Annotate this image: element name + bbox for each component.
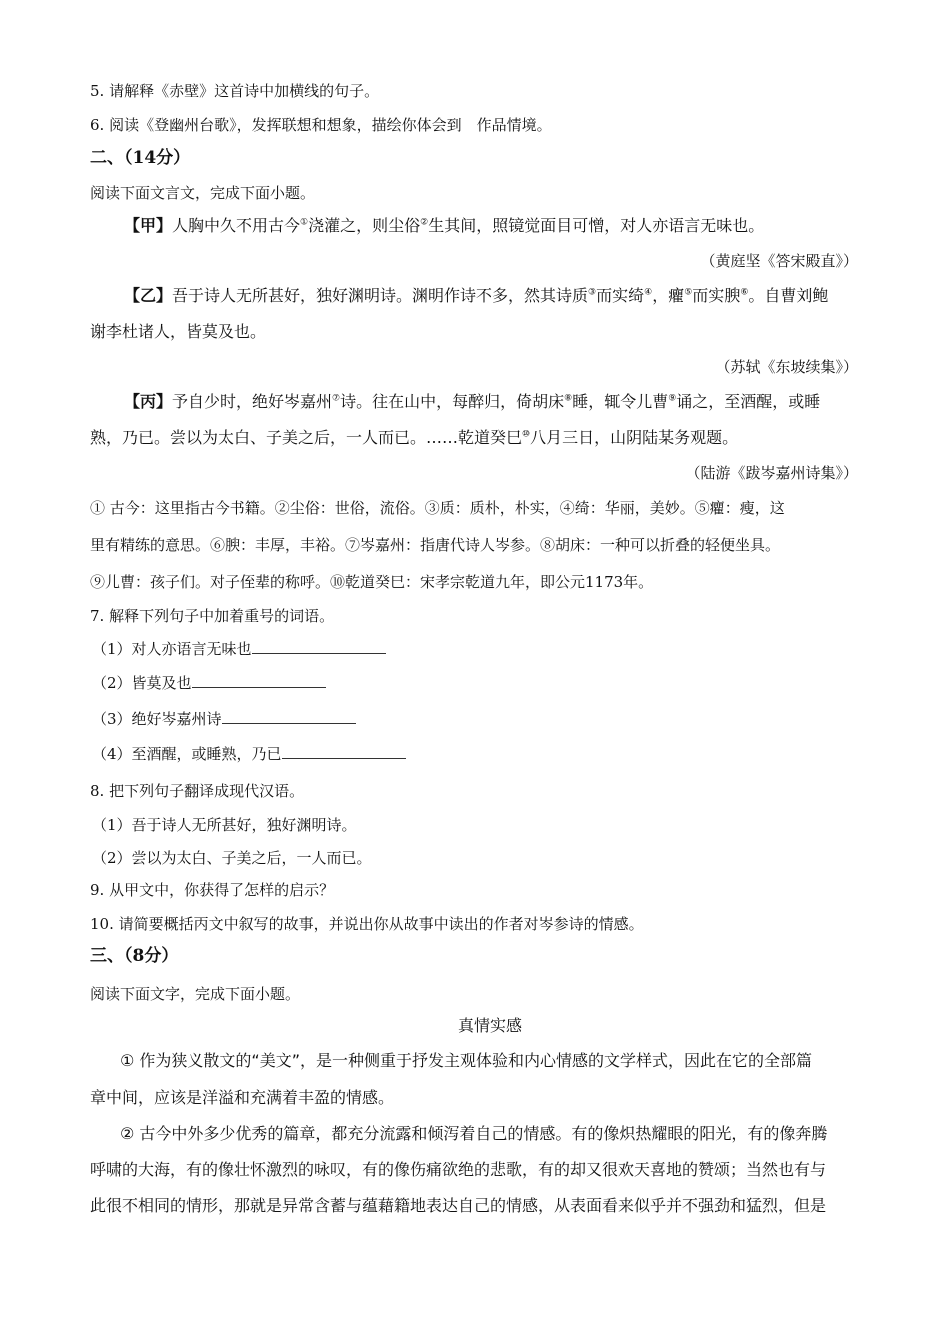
question-7-item [92, 639, 386, 659]
passage-yi-line-2: 谢李杜诸人，皆莫及也。 [90, 322, 267, 341]
passage-bing-line-1 [124, 392, 820, 412]
answer-blank[interactable] [192, 673, 326, 688]
footnote-marker: ⑩ [522, 429, 531, 440]
passage-jia-source: （黄庭坚《答宋殿直》） [700, 252, 858, 270]
passage-text: 人胸中久不用古今 [172, 216, 301, 235]
essay-paragraph-line: ② 古今中外多少优秀的篇章，都充分流露和倾泻着自己的情感。有的像炽热耀眼的阳光，有的像奔腾 [120, 1124, 828, 1143]
footnote-marker: ⑨ [668, 393, 677, 404]
question-8-item: （1）吾于诗人无所甚好，独好渊明诗。 [92, 816, 357, 834]
item-text: （1）对人亦语言无味也 [92, 640, 252, 658]
footnote-marker: ③ [588, 287, 597, 298]
question-10: 10. 请简要概括丙文中叙写的故事，并说出你从故事中读出的作者对岑参诗的情感。 [90, 915, 644, 933]
footnote-marker: ⑥ [740, 287, 749, 298]
passage-tag: 【甲】 [124, 216, 173, 235]
passage-text: 生其间，照镜觉面目可憎，对人亦语言无味也。 [428, 216, 765, 235]
passage-text: 吾于诗人无所甚好，独好渊明诗。渊明作诗不多，然其诗质 [172, 286, 589, 305]
passage-text: 睡，辄令儿曹 [572, 392, 669, 411]
footnote-marker: ② [420, 217, 429, 228]
passage-text: 诵之，至酒醒，或睡 [676, 392, 821, 411]
passage-text: 八月三日，山阴陆某务观题。 [530, 428, 739, 447]
passage-text: 。自曹刘鲍 [748, 286, 829, 305]
item-text: （4）至酒醒，或睡熟，乃已 [92, 745, 282, 763]
essay-paragraph-line: 呼啸的大海，有的像壮怀激烈的咏叹，有的像伤痛欲绝的悲歌，有的却又很欢天喜地的赞颂；当然也有与 [90, 1160, 827, 1179]
passage-yi-source: （苏轼《东坡续集》） [715, 358, 858, 376]
section-3-title: 三、（8分） [90, 946, 179, 966]
answer-blank[interactable] [222, 709, 356, 724]
question-8-stem: 8. 把下列句子翻译成现代汉语。 [90, 782, 305, 800]
passage-yi-line-1 [124, 286, 828, 306]
item-text: （3）绝好岑嘉州诗 [92, 710, 222, 728]
question-7-item [92, 709, 356, 729]
question-7-item [92, 744, 406, 764]
question-7-stem: 7. 解释下列句子中加着重号的词语。 [90, 607, 335, 625]
question-6: 6. 阅读《登幽州台歌》，发挥联想和想象，描绘你体会到 作品情境。 [90, 116, 552, 134]
essay-paragraph-line: ① 作为狭义散文的“美文”，是一种侧重于抒发主观体验和内心情感的文学样式，因此在它的全部篇 [120, 1051, 813, 1070]
question-5: 5. 请解释《赤壁》这首诗中加横线的句子。 [90, 82, 380, 100]
question-7-item [92, 673, 326, 693]
footnote-line: ① 古今：这里指古今书籍。②尘俗：世俗，流俗。③质：质朴，朴实，④绮：华丽，美妙。⑤癯：瘦，这 [90, 499, 785, 517]
answer-blank[interactable] [252, 639, 386, 654]
footnote-line: 里有精练的意思。⑥腴：丰厚，丰裕。⑦岑嘉州：指唐代诗人岑参。⑧胡床：一种可以折叠的轻便坐具。 [90, 536, 781, 554]
question-9: 9. 从甲文中，你获得了怎样的启示？ [90, 881, 335, 899]
passage-text: 予自少时，绝好岑嘉州 [172, 392, 333, 411]
footnote-marker: ⑤ [684, 287, 693, 298]
passage-text: ，癯 [652, 286, 685, 305]
answer-blank[interactable] [282, 744, 406, 759]
item-text: （2）皆莫及也 [92, 674, 192, 692]
passage-text: 熟，乃已。尝以为太白、子美之后，一人而已。……乾道癸巳 [90, 428, 523, 447]
section-3-instruction: 阅读下面文字，完成下面小题。 [90, 985, 301, 1003]
essay-paragraph-line: 此很不相同的情形，那就是异常含蓄与蕴藉籍地表达自己的情感，从表面看来似乎并不强劲和猛烈，但是 [90, 1196, 827, 1215]
passage-bing-source: （陆游《跋岑嘉州诗集》） [685, 464, 858, 482]
question-8-item: （2）尝以为太白、子美之后，一人而已。 [92, 849, 372, 867]
passage-bing-line-2 [90, 428, 738, 448]
essay-paragraph-line: 章中间，应该是洋溢和充满着丰盈的情感。 [90, 1088, 395, 1107]
footnote-line: ⑨儿曹：孩子们。对子侄辈的称呼。⑩乾道癸巳：宋孝宗乾道九年，即公元1173年。 [90, 573, 654, 591]
passage-text: 而实腴 [692, 286, 741, 305]
footnote-marker: ① [300, 217, 309, 228]
passage-text: 而实绮 [596, 286, 645, 305]
passage-tag: 【丙】 [124, 392, 173, 411]
footnote-marker: ⑧ [564, 393, 573, 404]
footnote-marker: ⑦ [332, 393, 341, 404]
passage-text: 诗。往在山中，每醉归，倚胡床 [340, 392, 565, 411]
section-2-title: 二、（14分） [90, 148, 191, 168]
section-2-instruction: 阅读下面文言文，完成下面小题。 [90, 184, 316, 202]
essay-title: 真情实感 [457, 1016, 522, 1035]
footnote-marker: ④ [644, 287, 653, 298]
passage-text: 浇灌之，则尘俗 [308, 216, 421, 235]
passage-tag: 【乙】 [124, 286, 173, 305]
passage-jia [124, 216, 764, 236]
